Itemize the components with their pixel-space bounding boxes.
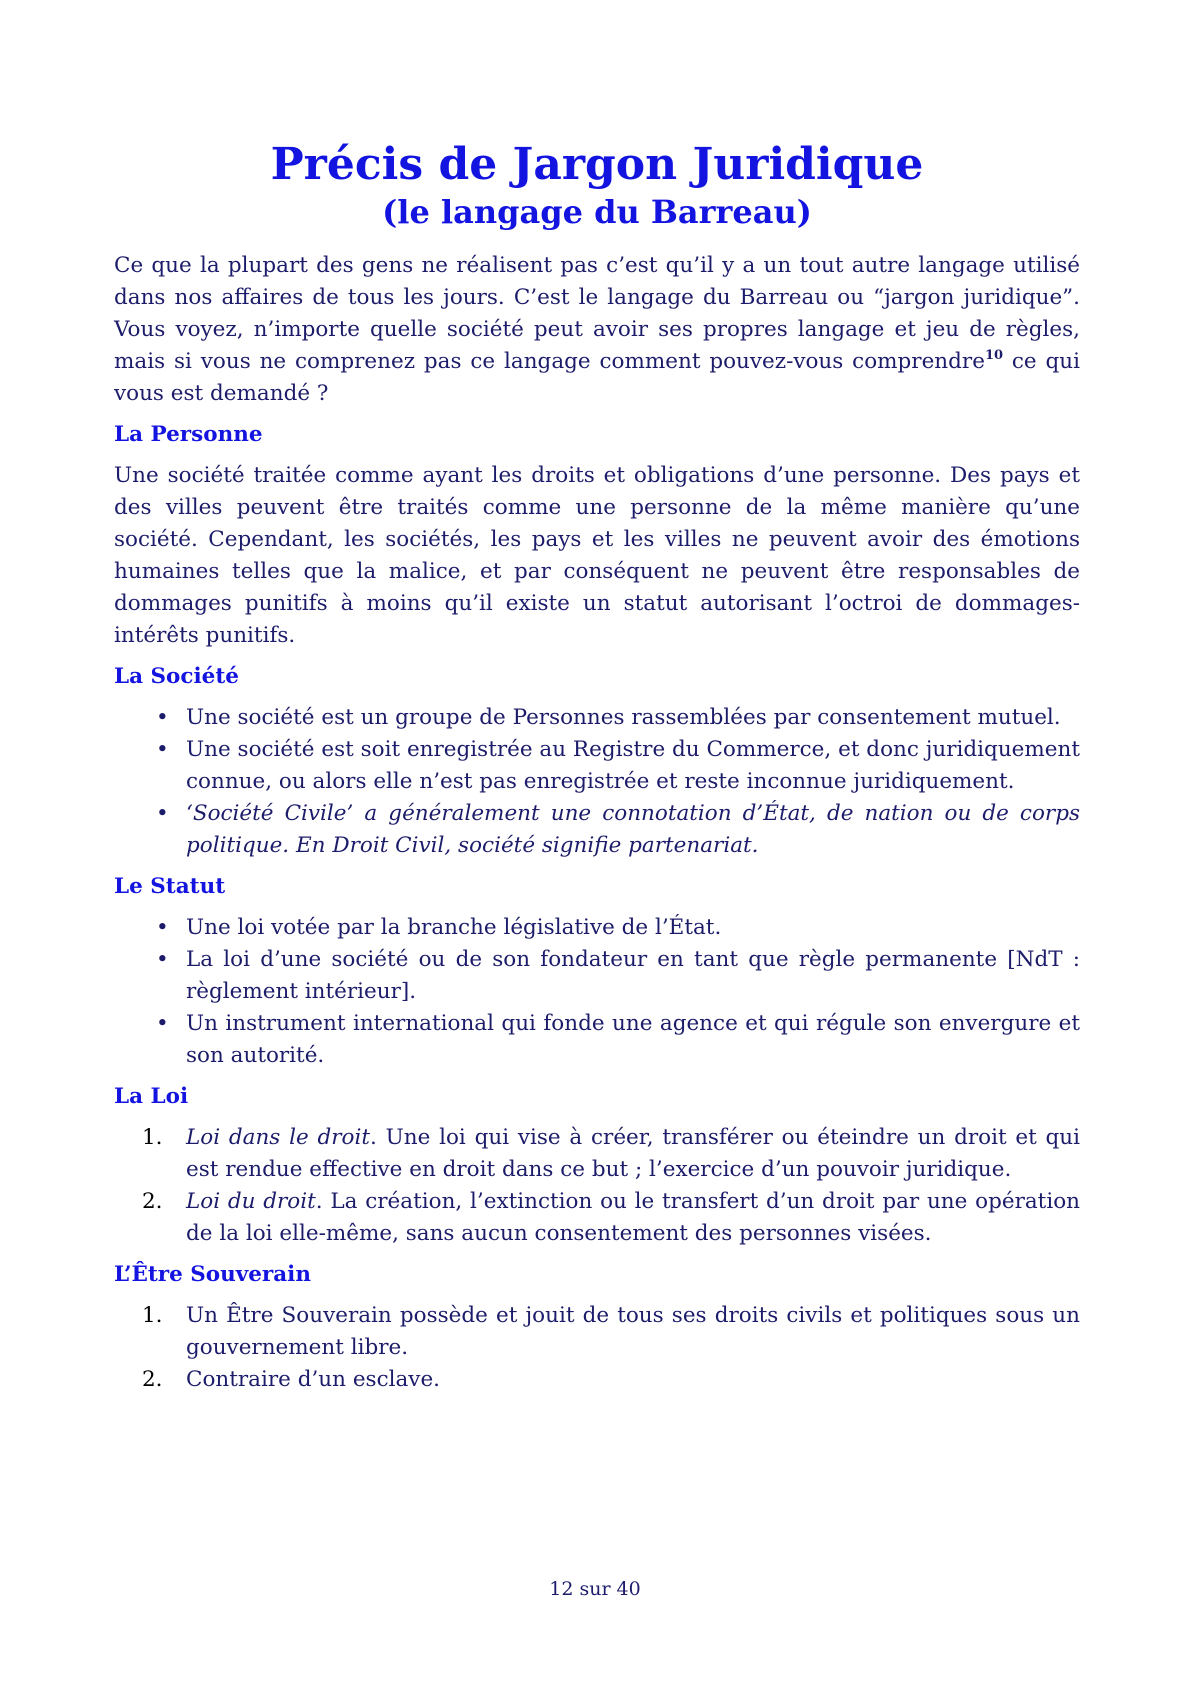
list-number: 1. [142,1303,163,1328]
bullet-icon: • [156,801,169,826]
list-item-text: ‘Société Civile’ a généralement une connotation d’État, de nation ou de corps politique. En Droit Civil, société signifie partenariat. [186,801,1080,858]
list-item [114,944,1080,1008]
list-number: 2. [142,1367,163,1392]
list-item-text: Une loi votée par la branche législative de l’État. [186,915,722,940]
list-item-term: Loi du droit [186,1189,316,1214]
loi-list [114,1122,1080,1250]
bullet-icon: • [156,1011,169,1036]
list-item [114,1364,1080,1396]
souverain-list [114,1300,1080,1396]
list-number: 2. [142,1189,163,1214]
footnote-reference[interactable]: 10 [984,348,1004,363]
list-item [114,1122,1080,1186]
list-item-text: Une société est soit enregistrée au Registre du Commerce, et donc juridiquement connue, ou alors elle n’est pas enregistrée et reste inconnue juridiquement. [186,737,1080,794]
list-item [114,734,1080,798]
bullet-icon: • [156,947,169,972]
bullet-icon: • [156,915,169,940]
page-number: 12 sur 40 [549,1578,641,1600]
list-item [114,912,1080,944]
list-item [114,798,1080,862]
bullet-icon: • [156,705,169,730]
list-item [114,1008,1080,1072]
list-number: 1. [142,1125,163,1150]
societe-list [114,702,1080,862]
section-heading-souverain: L’Être Souverain [114,1262,311,1287]
document-page [114,140,1080,1396]
list-item-text: Un Être Souverain possède et jouit de tous ses droits civils et politiques sous un gouvernement libre. [186,1303,1080,1360]
list-item-text: . La création, l’extinction ou le transfert d’un droit par une opération de la loi elle-même, sans aucun consentement des personnes visées. [186,1189,1080,1246]
list-item [114,702,1080,734]
section-heading-societe: La Société [114,664,239,689]
list-item-text: . Une loi qui vise à créer, transférer ou éteindre un droit et qui est rendue effective en droit dans ce but ; l’exercice d’un pouvoir juridique. [186,1125,1080,1182]
bullet-icon: • [156,737,169,762]
document-title: Précis de Jargon Juridique [270,139,924,190]
intro-paragraph [114,250,1080,410]
document-subtitle: (le langage du Barreau) [382,193,812,231]
list-item [114,1300,1080,1364]
intro-text-end: ce qui vous est demandé ? [114,349,1081,406]
section-heading-statut: Le Statut [114,874,226,899]
section-heading-loi: La Loi [114,1084,189,1109]
statut-list [114,912,1080,1072]
list-item-text: Un instrument international qui fonde une agence et qui régule son envergure et son autorité. [186,1011,1080,1068]
personne-paragraph: Une société traitée comme ayant les droits et obligations d’une personne. Des pays et des villes peuvent être traités comme une personne de la même manière qu’une société. Cependant, les sociétés, les pays et les villes ne peuvent avoir des émotions humaines telles que la malice, et par conséquent ne peuvent être responsables de dommages punitifs à moins qu’il existe un statut autorisant l’octroi de dommages-intérêts punitifs. [114,463,1080,648]
list-item-term: Loi dans le droit [186,1125,371,1150]
list-item [114,1186,1080,1250]
list-item-text: La loi d’une société ou de son fondateur en tant que règle permanente [NdT : règlement intérieur]. [186,947,1080,1004]
list-item-text: Une société est un groupe de Personnes rassemblées par consentement mutuel. [186,705,1061,730]
list-item-text: Contraire d’un esclave. [186,1367,441,1392]
section-heading-personne: La Personne [114,422,263,447]
intro-text: Ce que la plupart des gens ne réalisent pas c’est qu’il y a un tout autre langage utilisé dans nos affaires de tous les jours. C’est le langage du Barreau ou “jargon juridique”. Vous voyez, n’importe quelle société peut avoir ses propres langage et jeu de règles, mais si vous ne comprenez pas ce langage comment pouvez-vous comprendre [114,253,1080,374]
